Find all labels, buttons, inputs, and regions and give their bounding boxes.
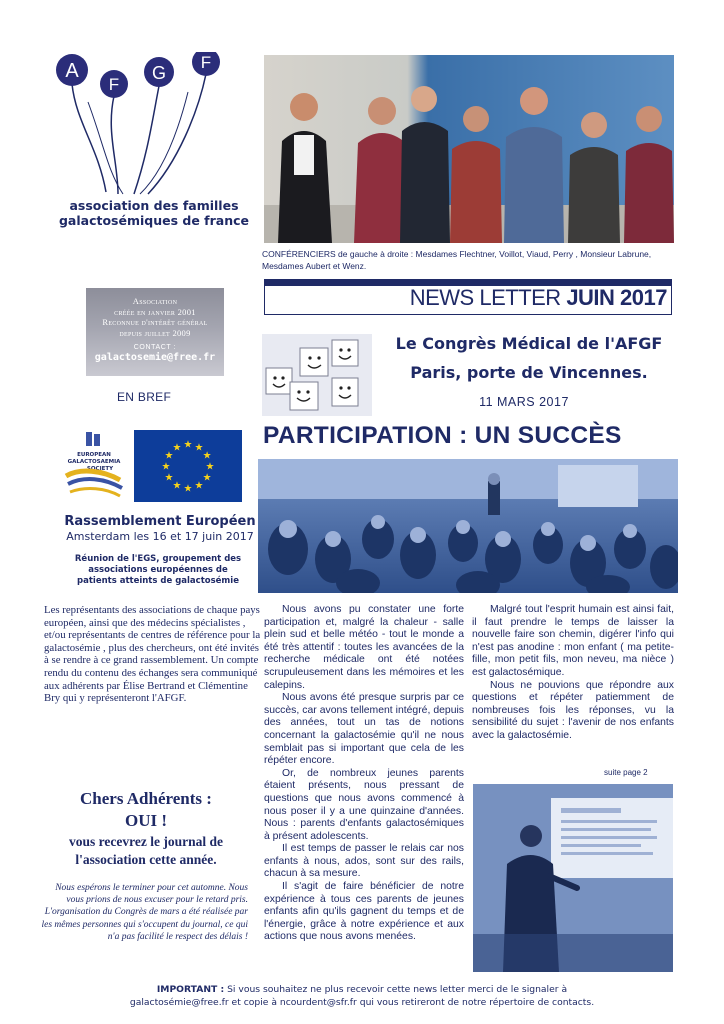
adherents-announcement (34, 788, 258, 869)
newsletter-prefix: NEWS LETTER (409, 285, 567, 310)
continued-note: suite page 2 (604, 768, 648, 777)
egs-dates: Amsterdam les 16 et 17 juin 2017 (66, 530, 254, 543)
adherents-note: Nous espérons le terminer pour cet automne. Nous vous prions de nous excuser pour le retard pris. L'organisation du Congrès de mars a été réalisée par les mêmes personnes qui s'occupent du journal, ce qui n'a pas facilité le respect des délais ! (41, 883, 248, 942)
smiley-faces-image (262, 334, 372, 416)
eu-star-icon: ★ (161, 461, 171, 473)
section-heading-en-bref: EN BREF (117, 390, 172, 404)
eu-star-icon: ★ (194, 442, 204, 454)
eu-star-icon: ★ (183, 439, 193, 451)
recognition-date: depuis juillet 2009 (119, 327, 191, 338)
contact-box (86, 288, 224, 376)
newsletter-banner (264, 279, 672, 315)
logo-text-line: association des familles (69, 198, 239, 213)
eu-star-icon: ★ (205, 461, 215, 473)
egs-body-text: Les représentants des associations de chaque pays européen, ainsi que des médecins spécialistes , et/ou représentants de centres de référence pour la galactosémie , plus des chercheurs, ont été invités à se rendre à ce grand rassemblement. Un compte rendu du contenu des échanges sera communiqué aux adhérents par Élise Bertrand et Clémentine Bry qui y représenteront l'AFGF. (44, 604, 261, 705)
presenter-photo (473, 784, 673, 972)
article-paragraph: Or, de nombreux jeunes parents étaient présents, nous pressant de questions que nous avons commencé à nous poser il y a une quinzaine d'années. Nous : parents d'enfants galactosémiques à présent adolescents. (264, 767, 464, 842)
article-paragraph: Nous avons pu constater une forte participation et, malgré la chaleur - salle plein sud et belle météo - tout le monde a été très attentif : toutes les avancées de la recherche médicale ont été notées scrupuleusement dans les mémoires et les calepins. (264, 604, 464, 691)
egs-logo-text: GALACTOSAEMIA (67, 459, 121, 465)
egs-title: Rassemblement Européen (64, 514, 256, 529)
eu-star-icon: ★ (183, 483, 193, 495)
eu-star-icon: ★ (172, 480, 182, 492)
newsletter-issue: JUIN 2017 (566, 285, 667, 310)
adherents-line: Chers Adhérents : (80, 789, 212, 808)
footer-important-label: IMPORTANT : (156, 984, 225, 995)
eu-star-icon: ★ (164, 472, 174, 484)
adherents-line: vous recevrez le journal de l'association cette année. (69, 834, 223, 867)
logo-letter: A (65, 60, 79, 82)
eu-star-icon: ★ (164, 450, 174, 462)
afgf-logo (48, 52, 250, 232)
logo-letter: F (108, 75, 120, 94)
eu-star-icon: ★ (194, 480, 204, 492)
egs-logo-text: SOCIETY (86, 466, 114, 472)
article-paragraph: Malgré tout l'esprit humain est ainsi fait, il faut prendre le temps de laisser la nouvelle faire son chemin, digérer l'info qui n'est pas anodine : mon enfant ( ma petite-fille, mon petit fils, mon neveu, ma nièce ) est galactosémique. (472, 604, 674, 678)
balloons-graphic (48, 52, 238, 202)
contact-label: CONTACT : (133, 344, 177, 351)
article-column-1 (264, 604, 464, 944)
eu-star-icon: ★ (202, 472, 212, 484)
logo-text (54, 198, 254, 228)
egs-heading (40, 514, 280, 543)
recognition-label: Reconnue d'intérêt général (102, 317, 208, 327)
egs-logo-text: EUROPEAN (77, 452, 111, 458)
contact-email-link[interactable]: galactosemie@free.fr (94, 352, 216, 363)
logo-letter: G (151, 63, 167, 83)
association-label: Association (132, 296, 178, 306)
article-paragraph: Il est temps de passer le relais car nos enfants à nous, ados, sont sur des rails, chacun à sa mesure. (264, 843, 464, 880)
audience-photo (258, 459, 678, 593)
eu-star-icon: ★ (202, 450, 212, 462)
footer-notice (0, 984, 724, 1009)
adherents-line: OUI ! (124, 811, 168, 830)
congress-title (384, 329, 674, 387)
footer-line: galactosémie@free.fr et copie à ncourdent@sfr.fr qui vous retireront de notre répertoire de contacts. (129, 996, 595, 1008)
article-paragraph: Nous ne pouvions que répondre aux questions et répéter patiemment de nombreuses fois les réponses, vu la sensibilité du sujet : l'avenir de nos enfants avec la galactosémie. (472, 679, 674, 741)
creation-date: créée en janvier 2001 (114, 306, 196, 317)
congress-title-line: Le Congrès Médical de l'AFGF (395, 334, 663, 353)
logo-letter: F (200, 53, 212, 72)
photo-caption: CONFÉRENCIERS de gauche à droite : Mesdames Flechtner, Voillot, Viaud, Perry , Monsieur Labrune, Mesdames Aubert et Wenz. (262, 249, 652, 271)
eu-flag (134, 430, 242, 502)
article-paragraph: Nous avons été presque surpris par ce succès, car avons tellement intégré, depuis des années, tout un tas de notions concernant la galactosémie qu'il ne nous semblait pas si important que cela de les répéter encore. (264, 692, 464, 767)
article-column-2 (472, 604, 674, 743)
egs-description: Réunion de l'EGS, groupement des associations européennes de patients atteints de galactosémie (74, 554, 242, 586)
congress-date: 11 MARS 2017 (479, 395, 569, 409)
egs-logo (60, 430, 128, 502)
article-paragraph: Il s'agit de faire bénéficier de notre expérience à tous ces parents de jeunes enfants afin qu'ils gagnent du temps et de l'énergie, grâce à notre expérience et aux actions que nous avons menées. (264, 881, 464, 943)
eu-star-icon: ★ (172, 442, 182, 454)
footer-line: Si vous souhaitez ne plus recevoir cette news letter merci de le signaler à (224, 984, 568, 995)
article-headline: PARTICIPATION : UN SUCCÈS (263, 422, 622, 449)
newsletter-title (410, 285, 667, 311)
logo-text-line: galactosémiques de france (58, 213, 250, 228)
speakers-photo (264, 55, 674, 243)
congress-location: Paris, porte de Vincennes. (410, 363, 648, 382)
